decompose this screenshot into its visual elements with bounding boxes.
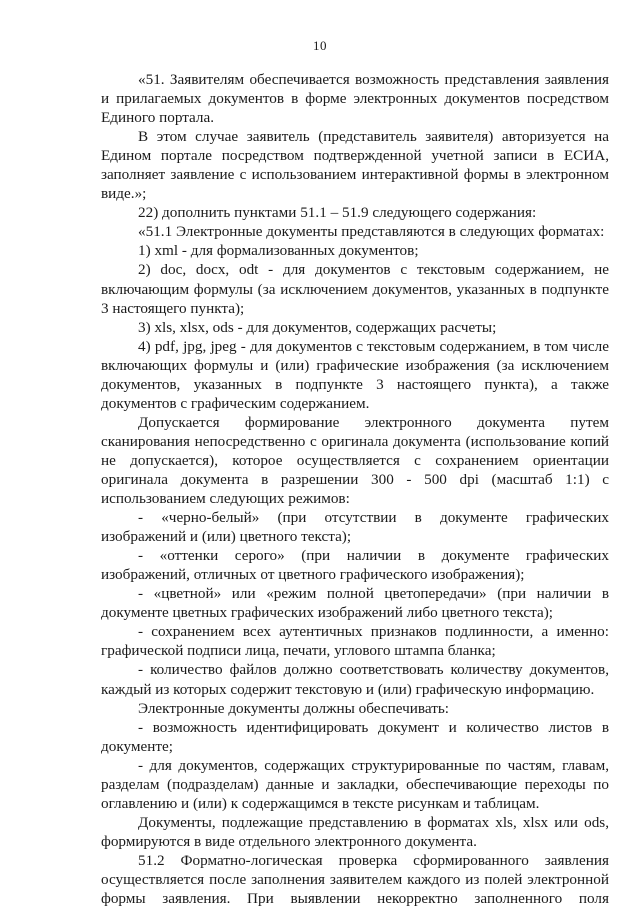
list-item-identify: - возможность идентифицировать документ и количество листов в документе;: [101, 718, 609, 755]
list-item-format-3: 3) xls, xlsx, ods - для документов, содержащих расчеты;: [138, 318, 497, 336]
paragraph-51-authorization: В этом случае заявитель (представитель заявителя) авторизуется на Едином портале посредством подтвержденной учетной записи в ЕСИА, заполняет заявление с использованием интерактивной формы в электронном виде.»;: [101, 128, 609, 203]
paragraph-requirements: Электронные документы должны обеспечивать:: [138, 699, 449, 717]
paragraph-amendment-22: 22) дополнить пунктами 51.1 – 51.9 следующего содержания:: [138, 204, 537, 222]
list-item-mode-gray: - «оттенки серого» (при наличии в документе графических изображений, отличных от цветного графического изображения);: [101, 547, 609, 584]
paragraph-separate-docs: Документы, подлежащие представлению в форматах xls, xlsx или ods, формируются в виде отдельного электронного документа.: [101, 813, 609, 850]
list-item-file-count: - количество файлов должно соответствовать количеству документов, каждый из которых содержит текстовую и (или) графическую информацию.: [101, 661, 609, 698]
list-item-format-2: 2) doc, docx, odt - для документов с текстовым содержанием, не включающим формулы (за исключением документов, указанных в подпункте 3 настоящего пункта);: [101, 261, 609, 317]
paragraph-51-2: 51.2 Форматно-логическая проверка сформированного заявления осуществляется после заполнения заявителем каждого из полей электронной формы заявления. При выявлении некорректно заполненного поля: [101, 851, 609, 908]
page-number: 10: [313, 38, 327, 53]
list-item-structured: - для документов, содержащих структурированные по частям, главам, разделам (подразделам) данные и закладки, обеспечивающие переходы по оглавлению и (или) к содержащимся в тексте рисункам и таблицам.: [101, 756, 609, 812]
list-item-mode-color: - «цветной» или «режим полной цветопередачи» (при наличии в документе цветных графических изображений либо цветного текста);: [101, 585, 609, 622]
list-item-authenticity: - сохранением всех аутентичных признаков подлинности, а именно: графической подписи лица, печати, углового штампа бланка;: [101, 623, 609, 660]
paragraph-scanning: Допускается формирование электронного документа путем сканирования непосредственно с оригинала документа (использование копий не допускается), которое осуществляется с сохранением ориентации оригинала документа в разрешении 300 - 500 dpi (масштаб 1:1) с использованием следующих режимов:: [101, 413, 609, 508]
paragraph-51-intro: «51. Заявителям обеспечивается возможность представления заявления и прилагаемых документов в форме электронных документов посредством Единого портала.: [101, 71, 609, 127]
document-body: [101, 70, 609, 908]
list-item-format-1: 1) xml - для формализованных документов;: [138, 242, 419, 260]
list-item-format-4: 4) pdf, jpg, jpeg - для документов с текстовым содержанием, в том числе включающих формулы и (или) графические изображения (за исключением документов, указанных в подпункте 3 настоящего пункта), а также документов с графическим содержанием.: [101, 337, 609, 412]
list-item-mode-bw: - «черно-белый» (при отсутствии в документе графических изображений и (или) цветного текста);: [101, 509, 609, 546]
paragraph-51-1-formats: «51.1 Электронные документы представляются в следующих форматах:: [138, 223, 605, 241]
